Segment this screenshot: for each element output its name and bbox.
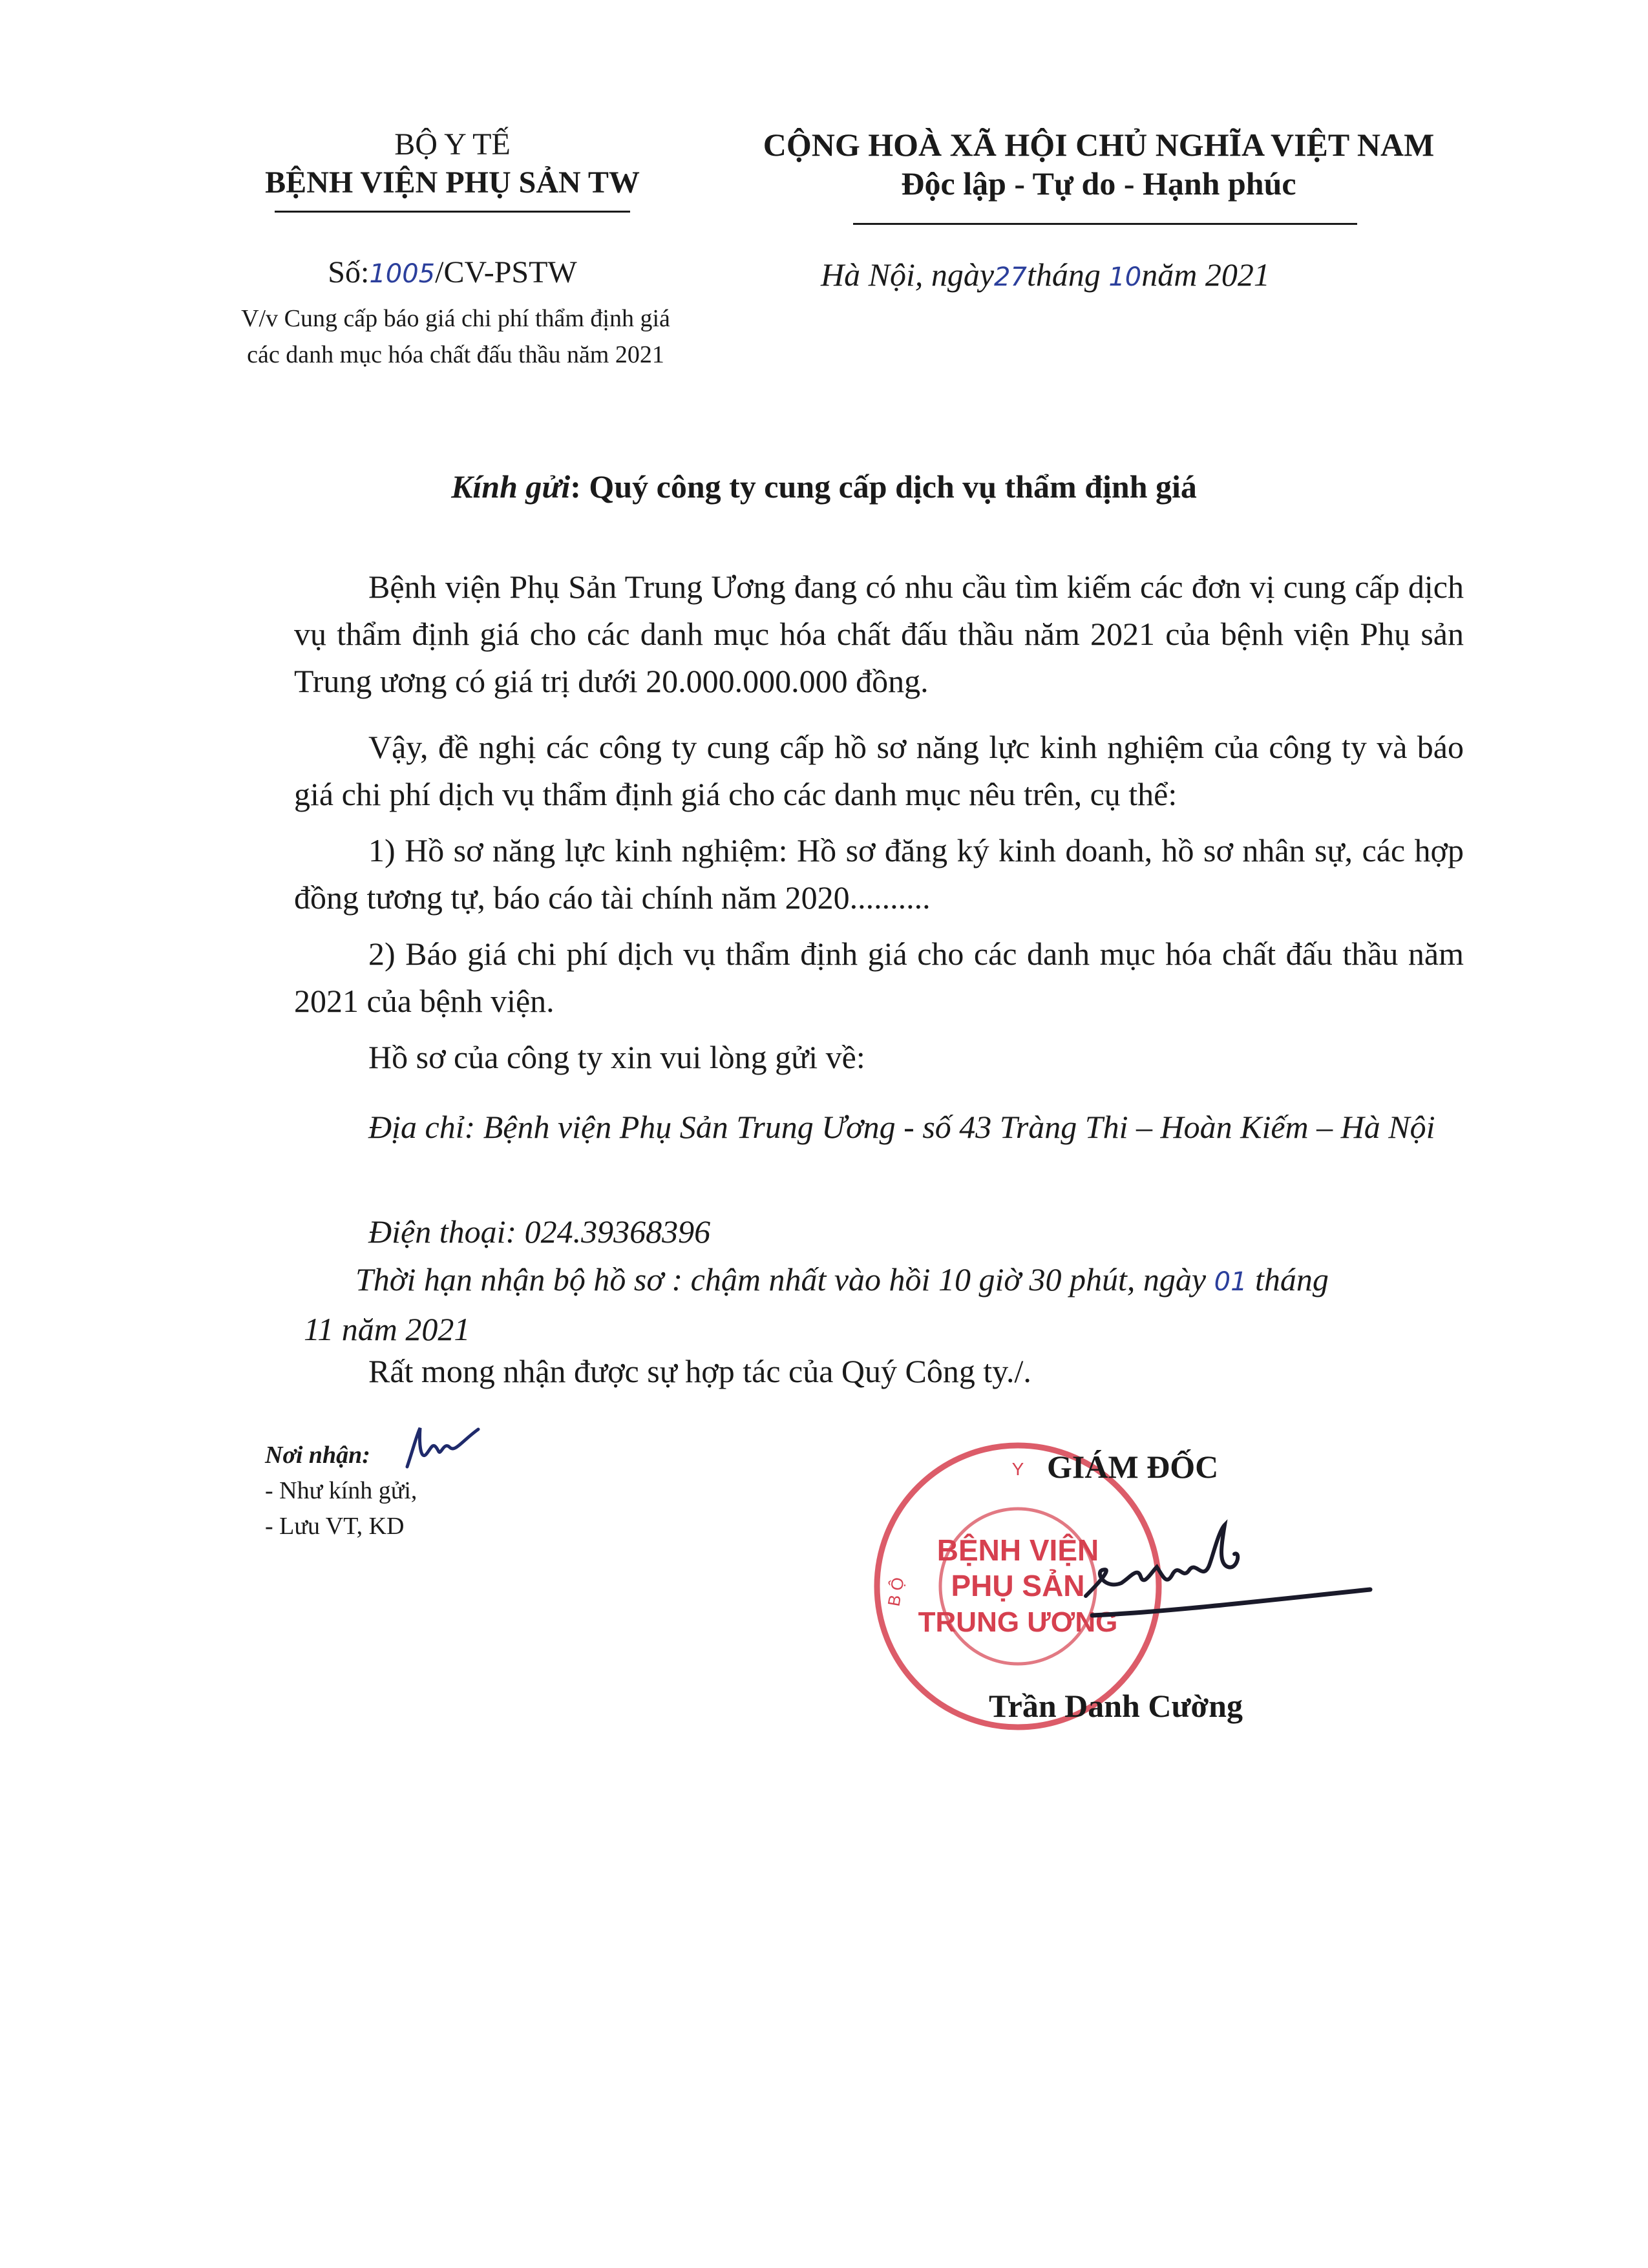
- signer-name: Trần Danh Cường: [989, 1688, 1243, 1724]
- ministry-name: BỘ Y TẾ: [394, 127, 511, 162]
- stamp-line-2: PHỤ SẢN: [951, 1569, 1085, 1602]
- recipients-title: Nơi nhận:: [265, 1442, 370, 1469]
- issuer-block: [213, 126, 692, 202]
- paragraph-item-2: 2) Báo giá chi phí dịch vụ thẩm định giá cho các danh mục hóa chất đấu thầu năm 2021 của bệnh viện.: [294, 936, 1464, 1019]
- recipient-item: - Lưu VT, KD: [265, 1513, 405, 1540]
- salutation: [0, 467, 1648, 507]
- hospital-name: BỆNH VIỆN PHỤ SẢN TW: [265, 165, 640, 200]
- deadline-line: Thời hạn nhận bộ hồ sơ : chậm nhất vào hồi 10 giờ 30 phút, ngày 01 tháng 11 năm 2021: [304, 1256, 1467, 1353]
- address-line: Địa chỉ: Bệnh viện Phụ Sản Trung Ương - số 43 Tràng Thi – Hoàn Kiếm – Hà Nội: [368, 1109, 1435, 1145]
- document-subject: V/v Cung cấp báo giá chi phí thẩm định giá các danh mục hóa chất đấu thầu năm 2021: [241, 305, 670, 368]
- director-signature: [1066, 1506, 1377, 1635]
- country-name: CỘNG HOÀ XÃ HỘI CHỦ NGHĨA VIỆT NAM: [763, 127, 1435, 163]
- national-motto: Độc lập - Tự do - Hạnh phúc: [901, 165, 1296, 202]
- salutation-recipient: : Quý công ty cung cấp dịch vụ thẩm định giá: [570, 468, 1197, 505]
- handwritten-number: 1005: [369, 259, 436, 289]
- handwritten-month: 10: [1108, 262, 1142, 292]
- issue-date: Hà Nội, ngày27tháng 10năm 2021: [821, 257, 1270, 293]
- phone-line: Điện thoại: 024.39368396: [368, 1213, 711, 1250]
- signer-title: GIÁM ĐỐC: [1047, 1449, 1219, 1485]
- paragraph-item-1: 1) Hồ sơ năng lực kinh nghiệm: Hồ sơ đăng ký kinh doanh, hồ sơ nhân sự, các hợp đồng tương tự, báo cáo tài chính năm 2020..........: [294, 832, 1464, 916]
- stamp-left-mark: B Ộ: [883, 1575, 908, 1608]
- national-header: [685, 126, 1512, 204]
- stamp-top-mark: Y: [1011, 1459, 1024, 1479]
- initials-signature: [401, 1422, 485, 1473]
- paragraph-intro: Bệnh viện Phụ Sản Trung Ương đang có nhu cầu tìm kiếm các đơn vị cung cấp dịch vụ thẩm định giá cho các danh mục hóa chất đấu thầu năm 2021 của bệnh viện Phụ sản Trung ương có giá trị dưới 20.000.000.000 đồng.: [294, 569, 1464, 699]
- salutation-label: Kính gửi: [451, 468, 571, 505]
- document-number: Số:1005/CV-PSTW: [328, 255, 577, 289]
- handwritten-deadline-day: 01: [1214, 1267, 1247, 1297]
- handwritten-day: 27: [994, 262, 1027, 292]
- issuer-underline: [275, 211, 630, 213]
- recipient-item: - Như kính gửi,: [265, 1477, 417, 1504]
- deadline-year: 11 năm 2021: [304, 1311, 470, 1347]
- motto-underline: [853, 223, 1357, 225]
- paragraph-request: Vậy, đề nghị các công ty cung cấp hồ sơ năng lực kinh nghiệm của công ty và báo giá chi phí dịch vụ thẩm định giá cho các danh mục nêu trên, cụ thể:: [294, 729, 1464, 812]
- stamp-line-1: BỆNH VIỆN: [936, 1533, 1099, 1567]
- closing-line: Rất mong nhận được sự hợp tác của Quý Công ty./.: [368, 1353, 1031, 1389]
- paragraph-send-to: Hồ sơ của công ty xin vui lòng gửi về:: [368, 1039, 865, 1075]
- stamp-line-3: TRUNG ƯƠNG: [918, 1606, 1118, 1638]
- recipients-block: [265, 1438, 417, 1544]
